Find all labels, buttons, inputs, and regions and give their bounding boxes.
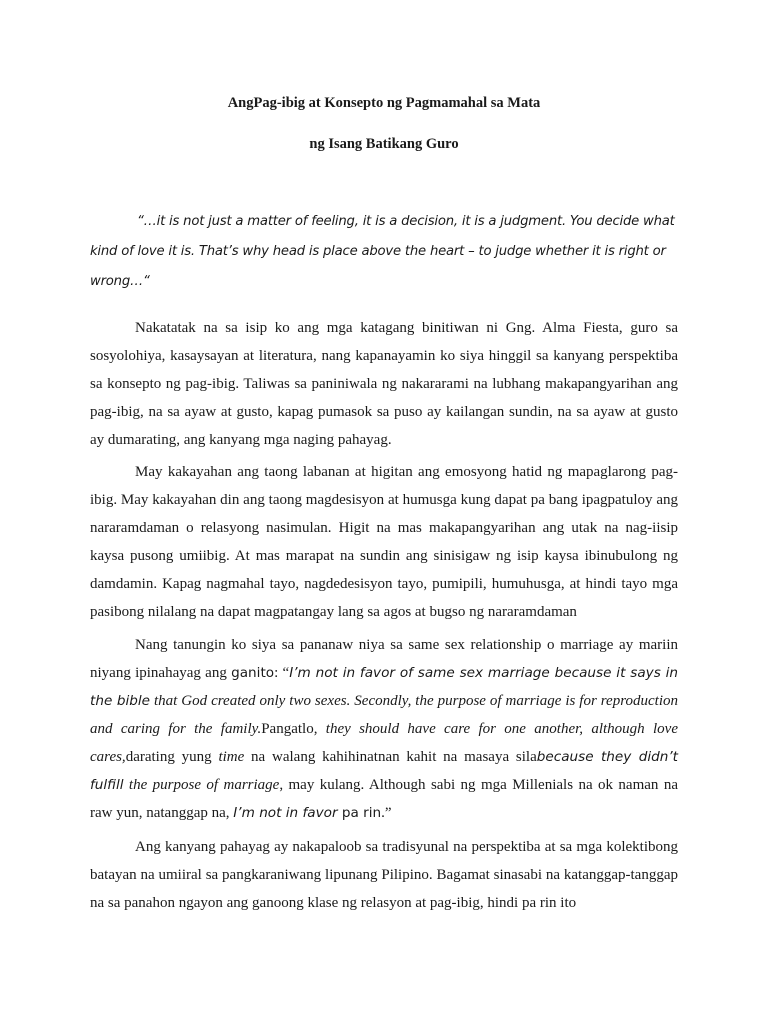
p3-seg: I’m not in favor of same sex marriage because it says in the bible [90, 665, 679, 709]
p3-seg: I’m not in favor [233, 805, 338, 821]
document-subtitle: ng Isang Batikang Guro [309, 136, 459, 152]
paragraph-4 [90, 833, 678, 917]
p3-seg: Pangatlo, [261, 721, 326, 737]
p3-seg: , may kulang. Although sabi ng mga Millenials na ok naman na raw yun, natanggap na, [90, 777, 678, 821]
p3-seg: because they didn’t fulfill [90, 749, 678, 793]
p3-seg: they should have care for one another, although love cares, [90, 721, 678, 765]
paragraph-2-text: May kakayahan ang taong labanan at higitan ang emosyong hatid ng mapaglarong pag-ibig. May kakayahan din ang taong magdesisyon at humusga kung dapat pa bang ipagpatuloy ang nararamdaman o relasyong nasimulan. Higit na mas makapangyarihan ang utak na nag-iisip kaysa pusong umiibig. At mas marapat na sundin ang sinisigaw ng isip kaysa ibinubulong ng damdamin. Kapag nagmahal tayo, nagdedesisyon tayo, pumipili, humuhusga, at hindi tayo mga pasibong nilalang na dapat magpatangay lang sa agos at bugso ng nararamdaman [90, 464, 678, 620]
epigraph-text: “…it is not just a matter of feeling, it is a decision, it is a judgment. You decide what kind of love it is. That’s why head is place above the heart – to judge whether it is right or wrong…“ [90, 214, 675, 289]
p3-seg: the purpose of marriage [123, 777, 280, 793]
paragraph-1-text: Nakatatak na sa isip ko ang mga katagang binitiwan ni Gng. Alma Fiesta, guro sa sosyolohiya, kasaysayan at literatura, nang kapanayamin ko siya hinggil sa kanyang perspektiba sa konsepto ng pag-ibig. Taliwas sa paniniwala ng nakararami na lubhang makapangyarihan ang pag-ibig, na sa ayaw at gusto, kapag pumasok sa puso ay kailangan sundin, na sa ayaw at gusto ay dumarating, ang kanyang mga naging pahayag. [90, 320, 678, 448]
p3-seg: time [218, 749, 245, 765]
paragraph-3 [90, 631, 678, 827]
p3-seg: that God created only two sexes. Secondly, the purpose of marriage is for reproduction and caring for the family. [90, 693, 678, 737]
p3-seg: darating yung [125, 749, 219, 765]
paragraph-2 [90, 458, 678, 626]
paragraph-1 [90, 314, 678, 454]
p3-seg: pa rin [337, 805, 382, 821]
epigraph-quote [90, 207, 678, 297]
p3-seg: Nang tanungin ko siya sa pananaw niya sa same sex relationship o marriage ay mariin niyang ipinahayag ang [90, 637, 678, 681]
p3-seg: na walang kahihinatnan kahit na masaya sila [244, 749, 537, 765]
document-title: AngPag-ibig at Konsepto ng Pagmamahal sa Mata [227, 95, 541, 111]
p3-seg: .” [381, 805, 392, 821]
p3-seg: ganito [231, 665, 275, 681]
paragraph-4-text: Ang kanyang pahayag ay nakapaloob sa tradisyunal na perspektiba at sa mga kolektibong batayan na umiiral sa pangkaraniwang lipunang Pilipino. Bagamat sinasabi na katanggap-tanggap na sa panahon ngayon ang ganoong klase ng relasyon at pag-ibig, hindi pa rin ito [90, 839, 678, 911]
p3-seg: : “ [274, 665, 290, 681]
